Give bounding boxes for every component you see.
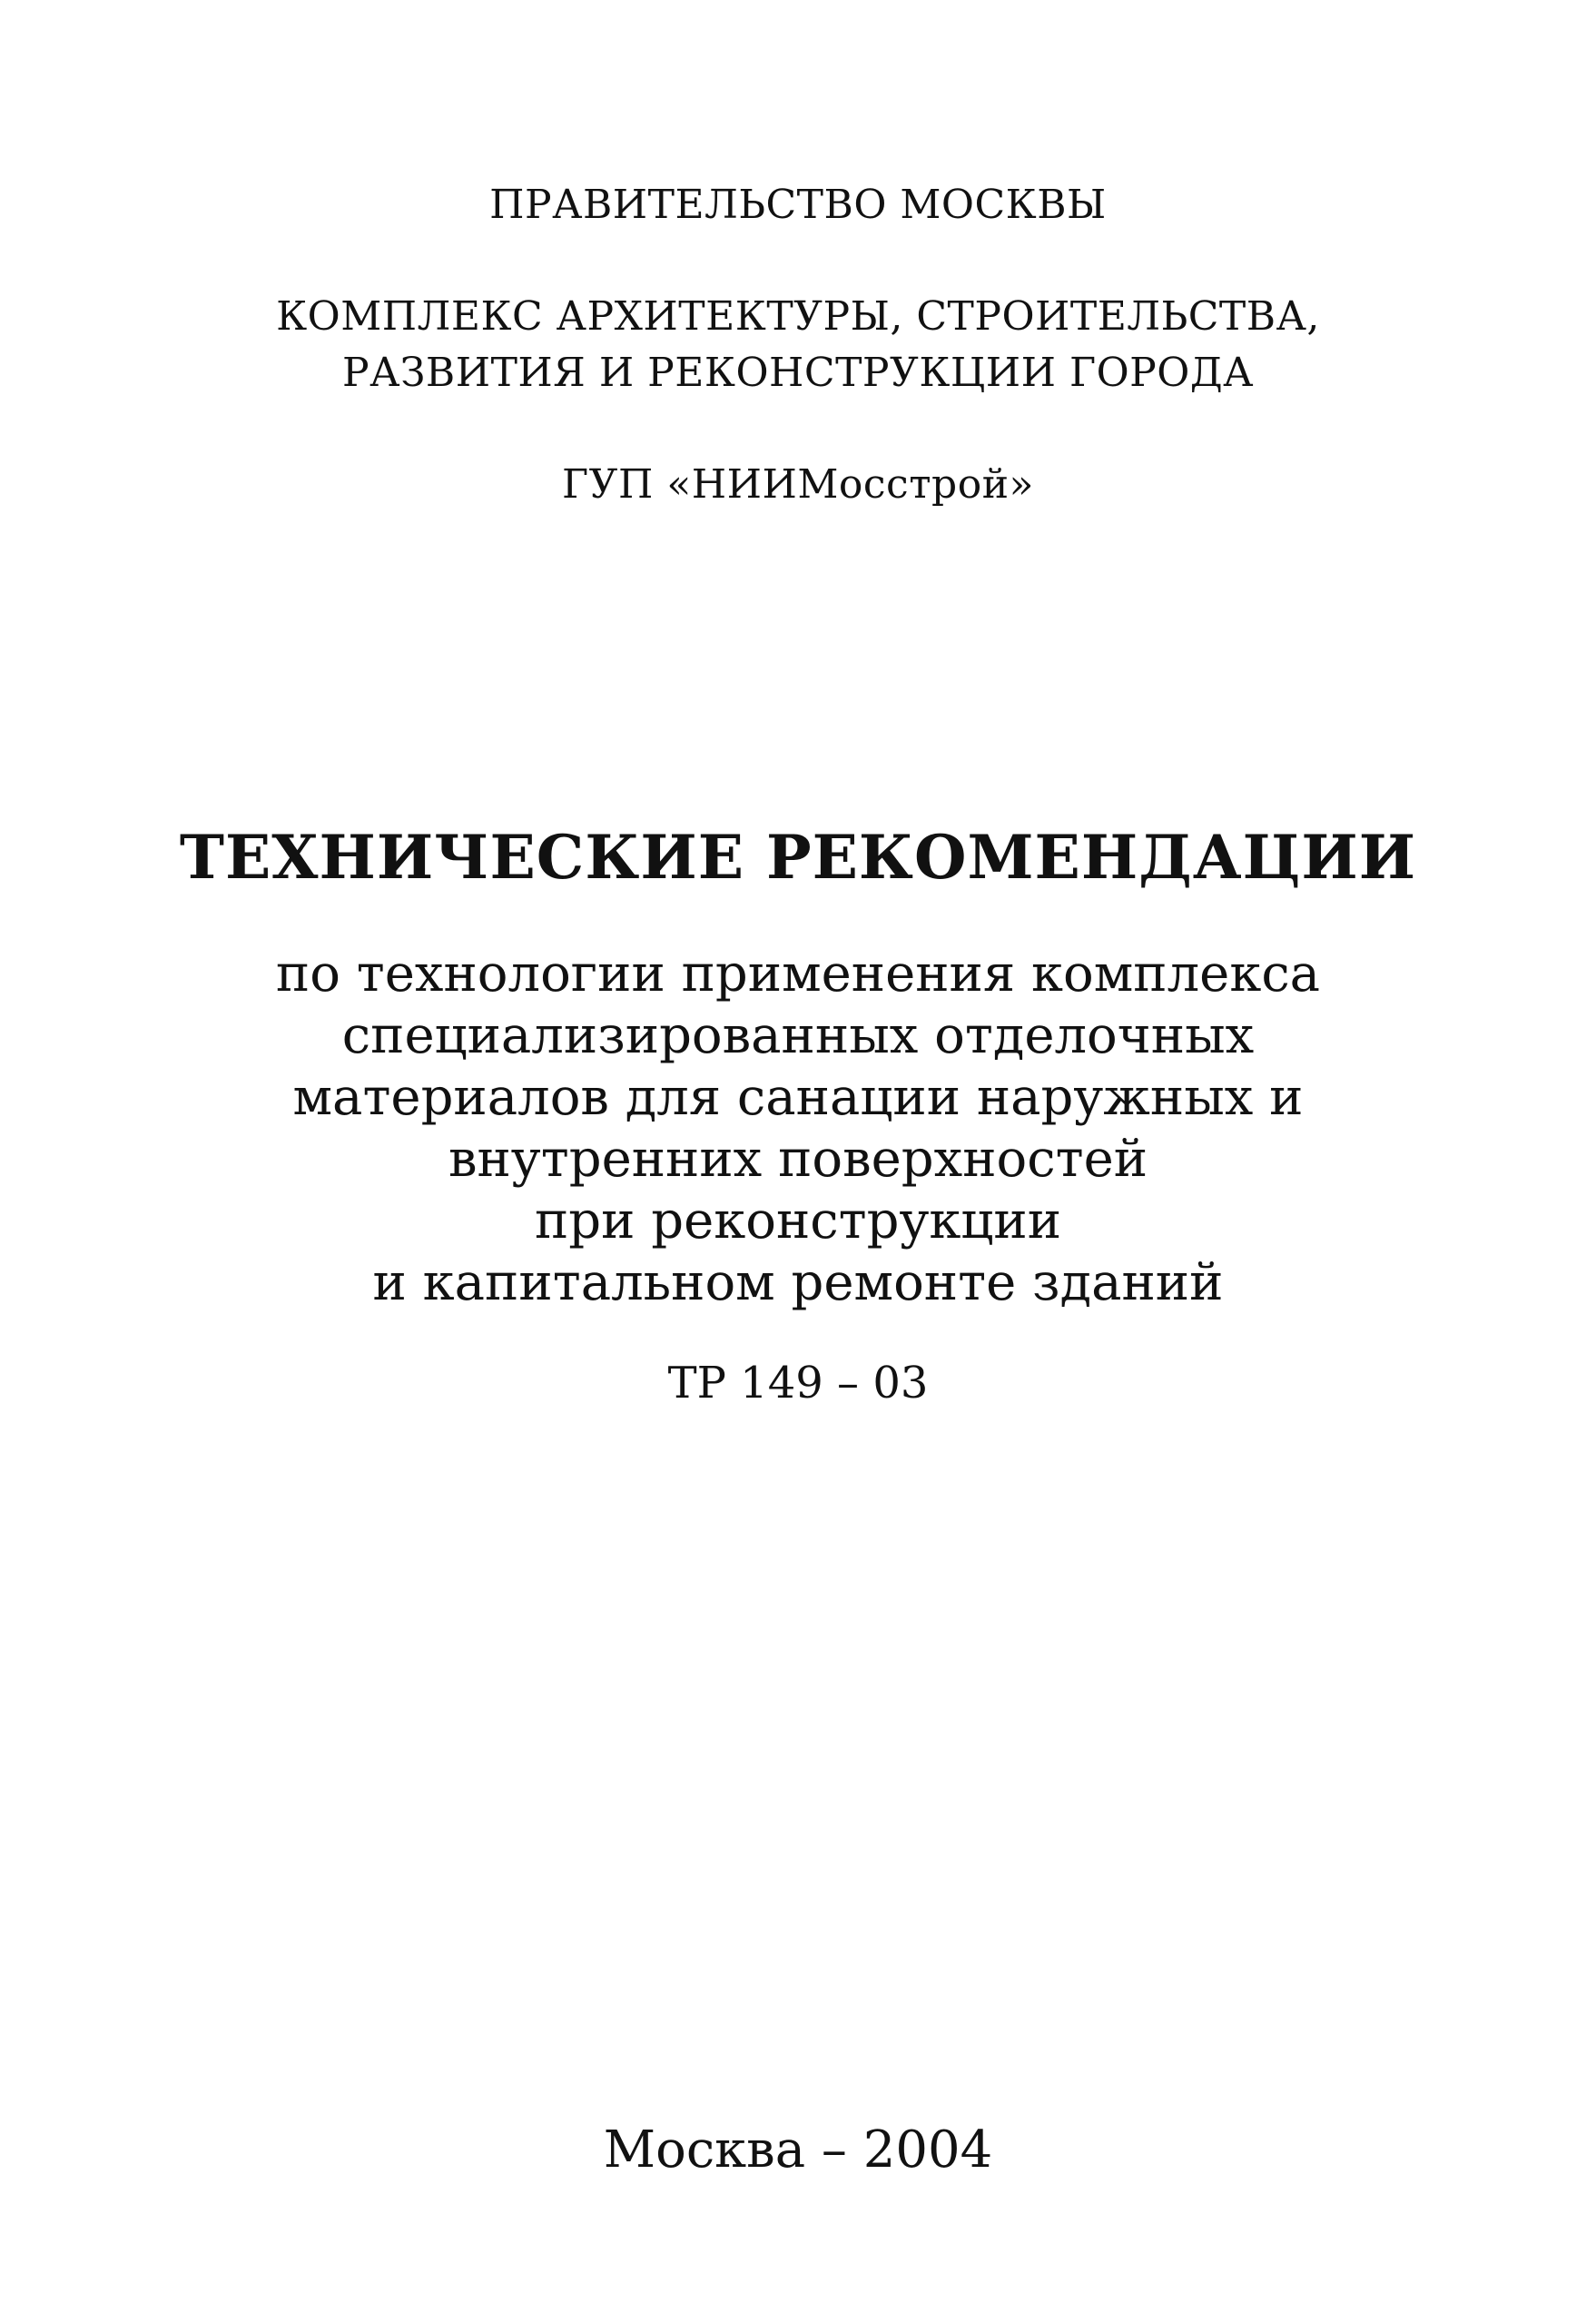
subtitle-line-1: по технологии применения комплекса (275, 944, 1321, 1003)
document-title: ТЕХНИЧЕСКИЕ РЕКОМЕНДАЦИИ (179, 822, 1417, 893)
complex-name-line-1: КОМПЛЕКС АРХИТЕКТУРЫ, СТРОИТЕЛЬСТВА, (276, 293, 1320, 340)
document-code: ТР 149 – 03 (667, 1358, 929, 1408)
subtitle-line-2: специализированных отделочных (341, 1006, 1255, 1065)
subtitle-line-6: и капитальном ремонте зданий (372, 1253, 1224, 1312)
complex-name-line-2: РАЗВИТИЯ И РЕКОНСТРУКЦИИ ГОРОДА (342, 350, 1254, 396)
subtitle-line-5: при реконструкции (534, 1191, 1062, 1250)
subtitle-line-3: материалов для санации наружных и (292, 1068, 1304, 1127)
institute-name: ГУП «НИИМосстрой» (562, 461, 1034, 508)
place-and-year: Москва – 2004 (603, 2120, 993, 2179)
government-name: ПРАВИТЕЛЬСТВО МОСКВЫ (489, 182, 1107, 228)
subtitle-line-4: внутренних поверхностей (448, 1130, 1148, 1189)
